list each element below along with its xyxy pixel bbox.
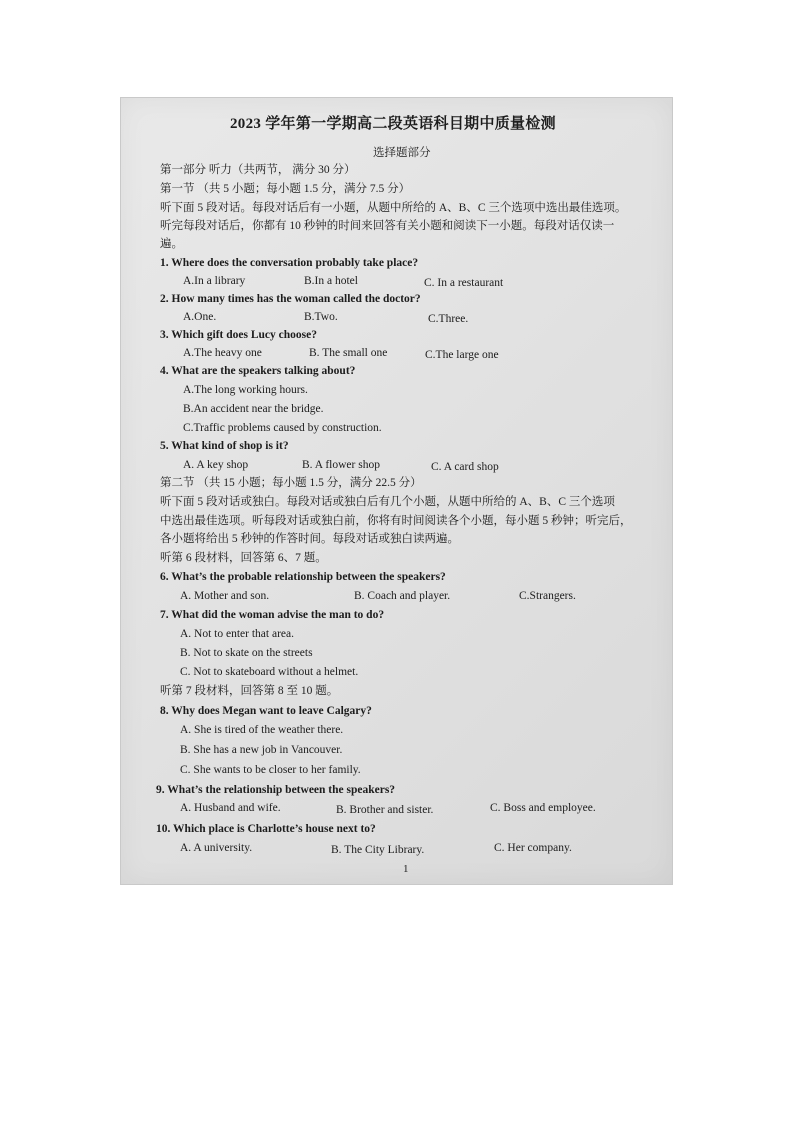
option-b: B. Brother and sister. (336, 804, 434, 816)
question-stem: 8. Why does Megan want to leave Calgary? (160, 705, 372, 717)
section2-instruction-line: 听下面 5 段对话或独白。每段对话或独白后有几个小题，从题中所给的 A、B、C 三个选项 (160, 496, 615, 508)
option-b: B. Not to skate on the streets (180, 647, 313, 659)
option-c: C.Three. (428, 313, 469, 325)
option-a: A. She is tired of the weather there. (180, 724, 344, 736)
question-stem: 6. What’s the probable relationship between the speakers? (160, 571, 446, 583)
section2-heading: 第二节 （共 15 小题；每小题 1.5 分，满分 22.5 分） (160, 477, 422, 489)
question-stem: 2. How many times has the woman called the doctor? (160, 293, 421, 305)
question-stem: 9. What’s the relationship between the speakers? (156, 784, 396, 796)
option-a: A. A key shop (183, 459, 249, 471)
page-number: 1 (403, 863, 409, 875)
option-c: C.Traffic problems caused by construction. (183, 422, 382, 434)
option-b: B. The City Library. (331, 844, 425, 856)
option-a: A. Not to enter that area. (180, 628, 294, 640)
question-stem: 1. Where does the conversation probably take place? (160, 257, 419, 269)
option-b: B. She has a new job in Vancouver. (180, 744, 343, 756)
option-a: A. A university. (180, 842, 253, 854)
option-b: B. Coach and player. (354, 590, 451, 602)
material-6-note: 听第 6 段材料，回答第 6、7 题。 (160, 552, 327, 564)
part1-heading: 第一部分 听力（共两节， 满分 30 分） (160, 164, 356, 176)
option-a: A.The heavy one (183, 347, 262, 359)
option-b: B.In a hotel (304, 275, 358, 287)
option-c: C. Her company. (494, 842, 572, 854)
section2-instruction-line: 各小题将给出 5 秒钟的作答时间。每段对话或独白读两遍。 (160, 533, 459, 545)
question-stem: 4. What are the speakers talking about? (160, 365, 356, 377)
section1-heading: 第一节 （共 5 小题；每小题 1.5 分，满分 7.5 分） (160, 183, 411, 195)
exam-title: 2023 学年第一学期高二段英语科目期中质量检测 (230, 116, 556, 132)
option-c: C. In a restaurant (424, 277, 504, 289)
option-b: B.An accident near the bridge. (183, 403, 324, 415)
option-b: B. A flower shop (302, 459, 380, 471)
section1-instruction-line: 听下面 5 段对话。每段对话后有一小题，从题中所给的 A、B、C 三个选项中选出最佳选项。 (160, 202, 627, 214)
exam-subtitle: 选择题部分 (373, 147, 431, 159)
option-a: A.In a library (183, 275, 246, 287)
section1-instruction-line: 遍。 (160, 238, 183, 250)
option-c: C. A card shop (431, 461, 499, 473)
option-a: A.The long working hours. (183, 384, 308, 396)
question-stem: 5. What kind of shop is it? (160, 440, 289, 452)
section1-instruction-line: 听完每段对话后，你都有 10 秒钟的时间来回答有关小题和阅读下一小题。每段对话仅读一 (160, 220, 615, 232)
question-stem: 10. Which place is Charlotte’s house next to? (156, 823, 376, 835)
option-a: A.One. (183, 311, 217, 323)
option-a: A. Mother and son. (180, 590, 270, 602)
material-7-note: 听第 7 段材料，回答第 8 至 10 题。 (160, 685, 339, 697)
option-b: B. The small one (309, 347, 388, 359)
option-c: C.Strangers. (519, 590, 576, 602)
option-c: C. Not to skateboard without a helmet. (180, 666, 359, 678)
option-c: C.The large one (425, 349, 499, 361)
option-c: C. She wants to be closer to her family. (180, 764, 361, 776)
option-a: A. Husband and wife. (180, 802, 281, 814)
exam-page-photo (120, 97, 673, 885)
question-stem: 3. Which gift does Lucy choose? (160, 329, 317, 341)
option-c: C. Boss and employee. (490, 802, 596, 814)
question-stem: 7. What did the woman advise the man to do? (160, 609, 385, 621)
section2-instruction-line: 中选出最佳选项。听每段对话或独白前，你将有时间阅读各个小题，每小题 5 秒钟；听完后， (160, 515, 632, 527)
option-b: B.Two. (304, 311, 338, 323)
